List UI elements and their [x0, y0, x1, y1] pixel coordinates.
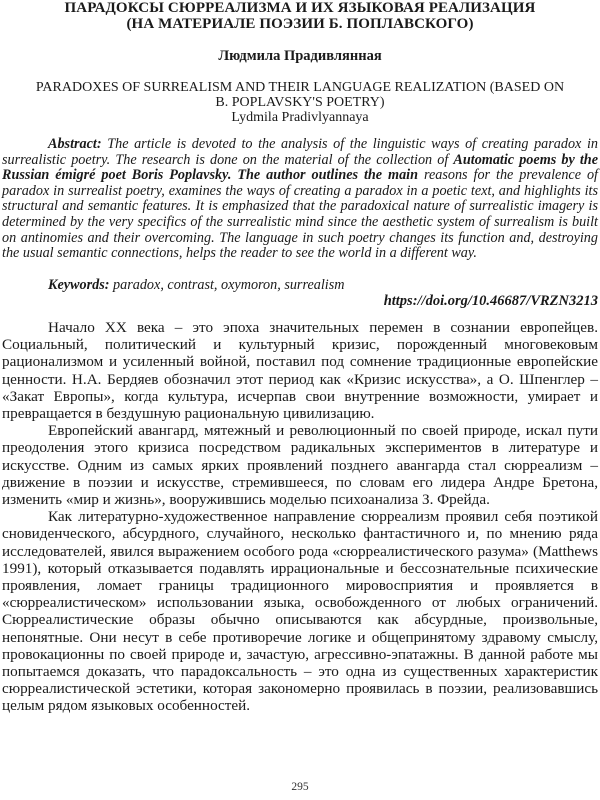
article-body — [2, 319, 598, 715]
author-name-en: Lydmila Pradivlyannaya — [231, 110, 369, 125]
body-paragraph: Европейский авангард, мятежный и революционный по своей природе, искал пути преодоления этого кризиса посредством радикальных экспериментов в литературе и искусстве. Одним из самых ярких проявлений позднего авангарда стал сюрреализм – движение в поэзии и искусстве, стремившееся, по словам его лидера Андре Бретона, изменить «мир и жизнь», вооружившись моделью психоанализа З. Фрейда. — [2, 422, 598, 509]
article-title-en — [0, 80, 600, 110]
article-title-en-line2: B. POPLAVSKY'S POETRY) — [215, 95, 385, 110]
abstract-text-part1: The article is devoted to the analysis of the linguistic ways of creating paradox in surrealistic poetry. The research is done on the material of the collection of — [2, 136, 598, 168]
page-number: 295 — [291, 781, 309, 793]
abstract-label: Abstract: — [48, 136, 102, 152]
author-name-ru: Людмила Прадивлянная — [218, 48, 382, 64]
article-title-en-line1: PARADOXES OF SURREALISM AND THEIR LANGUAGE REALIZATION (BASED ON — [35, 80, 565, 95]
keywords-label: Keywords: — [48, 277, 110, 293]
abstract-text-part2: reasons for the prevalence of paradox in surrealist poetry, examines the ways of creating a paradox in a poetic text, and highlights its structural and semantic features. It is emphasized that the paradoxical nature of surrealistic imagery is determined by the very specifics of the surrealistic mind since the aesthetic system of surrealism is built on antinomies and their overcoming. The language in such poetry changes its function and, destroying the usual semantic connections, helps the reader to see the world in a different way. — [2, 167, 598, 262]
keywords-text: paradox, contrast, oxymoron, surrealism — [109, 277, 345, 293]
keywords — [48, 278, 598, 293]
doi-link[interactable]: https://doi.org/10.46687/VRZN3213 — [383, 293, 598, 309]
article-title-ru — [0, 0, 600, 32]
body-paragraph: Начало XX века – это эпоха значительных перемен в сознании европейцев. Социальный, политический и культурный кризис, порожденный многовековым рационализмом и усиленный войной, поставил под сомнение традиционные европейские ценности. Н.А. Бердяев обозначил этот период как «Кризис искусства», а О. Шпенглер – «Закат Европы», когда культура, исчерпав свои внутренние возможности, умирает и превращается в бездушную рациональную цивилизацию. — [2, 319, 598, 423]
body-paragraph: Как литературно-художественное направление сюрреализм проявил себя поэтикой сновиденческого, абсурдного, случайного, несколько фантастичного и, по мнению ряда исследователей, явился выражением особого рода «сюрреалистического разума» (Matthews 1991), который отказывается подавлять иррациональные и бессознательные психические проявления, ломает границы традиционного мировосприятия и проявляется в «сюрреалистическом» использовании языка, освобожденного от любых ограничений. Сюрреалистические образы обычно описываются как абсурдные, произвольные, непонятные. Они несут в себе противоречие логике и общепринятому здравому смыслу, провокационны по своей природе и, зачастую, агрессивно-эпатажны. В данной работе мы попытаемся доказать, что парадоксальность – это одна из существенных характеристик сюрреалистической эстетики, которая закономерно проявилась в поэзии, реализовавшись целым рядом языковых особенностей. — [2, 508, 598, 715]
article-title-ru-line2: (НА МАТЕРИАЛЕ ПОЭЗИИ Б. ПОПЛАВСКОГО) — [126, 16, 474, 32]
article-title-ru-line1: ПАРАДОКСЫ СЮРРЕАЛИЗМА И ИХ ЯЗЫКОВАЯ РЕАЛИЗАЦИЯ — [64, 0, 536, 16]
abstract — [2, 137, 598, 262]
abstract-emphasized-text: Automatic poems by the Russian émigré poet Boris Poplavsky. The author outlines the main — [2, 151, 598, 184]
